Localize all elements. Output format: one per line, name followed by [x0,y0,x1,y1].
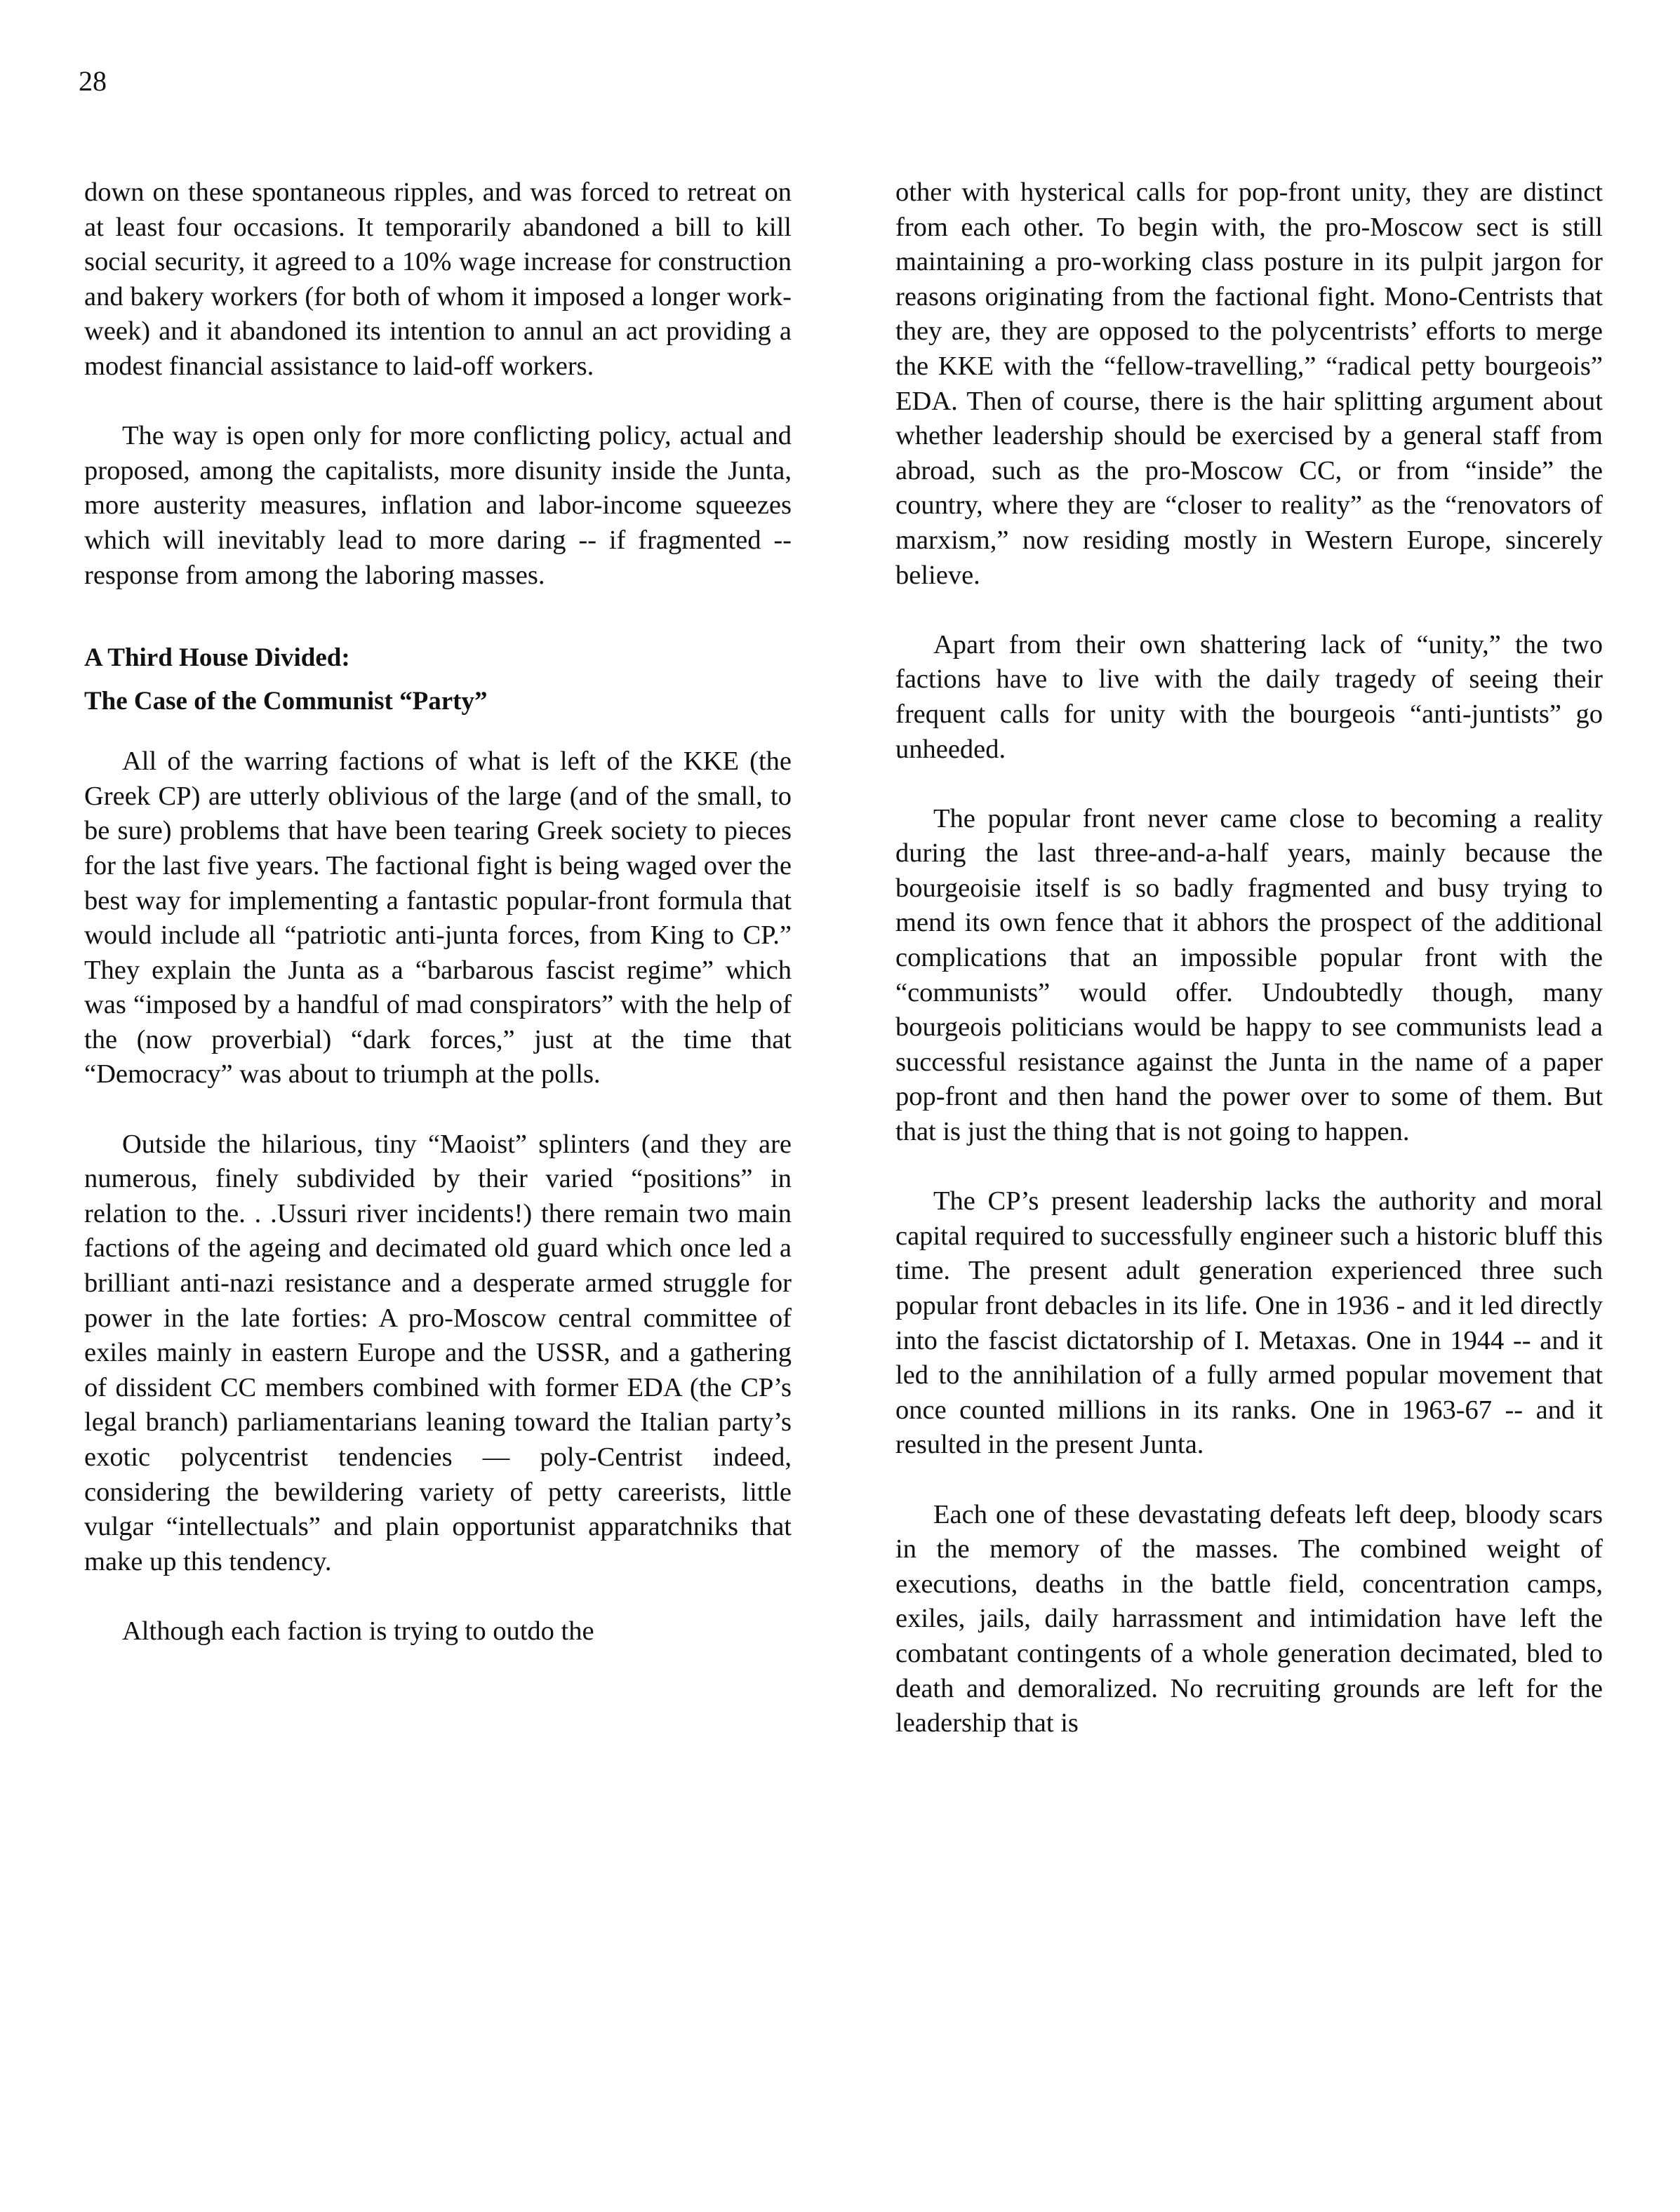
right-column [895,175,1603,1741]
body-paragraph: Each one of these devastating defeats left deep, bloody scars in the memory of the masses. The combined weight of executions, deaths in the battle field, concentration camps, exiles, jails, daily harrassment and intimidation have left the combatant contingents of a whole generation decimated, bled to death and demoralized. No recruiting grounds are left for the leadership that is [895,1499,1603,1738]
page-number: 28 [79,65,107,97]
section-heading [84,636,792,723]
left-column [84,175,792,1649]
body-paragraph: The popular front never came close to becoming a reality during the last three-and-a-half years, mainly because the bourgeoisie itself is so badly fragmented and busy trying to mend its own fence that it abhors the prospect of the additional complications that an impossible popular front with the “communists” would offer. Undoubtedly though, many bourgeois politicians would be happy to see communists lead a successful resistance against the Junta in the name of a paper pop-front and then hand the power over to some of them. But that is just the thing that is not going to happen. [895,803,1603,1147]
body-paragraph: Outside the hilarious, tiny “Maoist” splinters (and they are numerous, finely subdivided by their varied “positions” in relation to the. . .Ussuri river incidents!) there remain two main factions of the ageing and decimated old guard which once led a brilliant anti-nazi resistance and a desperate armed struggle for power in the late forties: A pro-Moscow central committee of exiles mainly in eastern Europe and the USSR, and a gathering of dissident CC members combined with former EDA (the CP’s legal branch) parliamentarians leaning toward the Italian party’s exotic polycentrist tendencies — poly-Centrist indeed, considering the bewildering variety of petty careerists, little vulgar “intellectuals” and plain opportunist apparatchniks that make up this tendency. [84,1129,792,1576]
body-paragraph: other with hysterical calls for pop-front unity, they are distinct from each other. To begin with, the pro-Moscow sect is still maintaining a pro-working class posture in its pulpit jargon for reasons originating from the factional fight. Mono-Centrists that they are, they are opposed to the polycentrists’ efforts to merge the KKE with the “fellow-travelling,” “radical petty bourgeois” EDA. Then of course, there is the hair splitting argument about whether leadership should be exercised by a general staff from abroad, such as the pro-Moscow CC, or from “inside” the country, where they are “closer to reality” as the “renovators of marxism,” now residing mostly in Western Europe, sincerely believe. [895,177,1603,590]
section-heading-line-2: The Case of the Communist “Party” [84,687,488,716]
body-paragraph: All of the warring factions of what is left of the KKE (the Greek CP) are utterly oblivious of the large (and of the small, to be sure) problems that have been tearing Greek society to pieces for the last five years. The factional fight is being waged over the best way for implementing a fantastic popular-front formula that would include all “patriotic anti-junta forces, from King to CP.” They explain the Junta as a “barbarous fascist regime” which was “imposed by a handful of mad conspirators” with the help of the (now proverbial) “dark forces,” just at the time that “Democracy” was about to triumph at the polls. [84,746,792,1090]
body-paragraph: The CP’s present leadership lacks the authority and moral capital required to successfully engineer such a historic bluff this time. The present adult generation experienced three such popular front debacles in its life. One in 1936 - and it led directly into the fascist dictatorship of I. Metaxas. One in 1944 -- and it led to the annihilation of a fully armed popular movement that once counted millions in its ranks. One in 1963-67 -- and it resulted in the present Junta. [895,1186,1603,1460]
section-heading-line-1: A Third House Divided: [84,643,350,673]
body-paragraph: The way is open only for more conflicting policy, actual and proposed, among the capitalists, more disunity inside the Junta, more austerity measures, inflation and labor-income squeezes which will inevitably lead to more daring -- if fragmented -- response from among the laboring masses. [84,421,792,590]
body-paragraph: Apart from their own shattering lack of “unity,” the two factions have to live with the daily tragedy of seeing their frequent calls for unity with the bourgeois “anti-juntists” go unheeded. [895,629,1603,764]
body-paragraph: Although each faction is trying to outdo the [122,1616,594,1646]
body-paragraph: down on these spontaneous ripples, and was forced to retreat on at least four occasions. It temporarily abandoned a bill to kill social security, it agreed to a 10% wage increase for construction and bakery workers (for both of whom it imposed a longer work-week) and it abandoned its intention to annul an act providing a modest financial assistance to laid-off workers. [84,177,792,381]
